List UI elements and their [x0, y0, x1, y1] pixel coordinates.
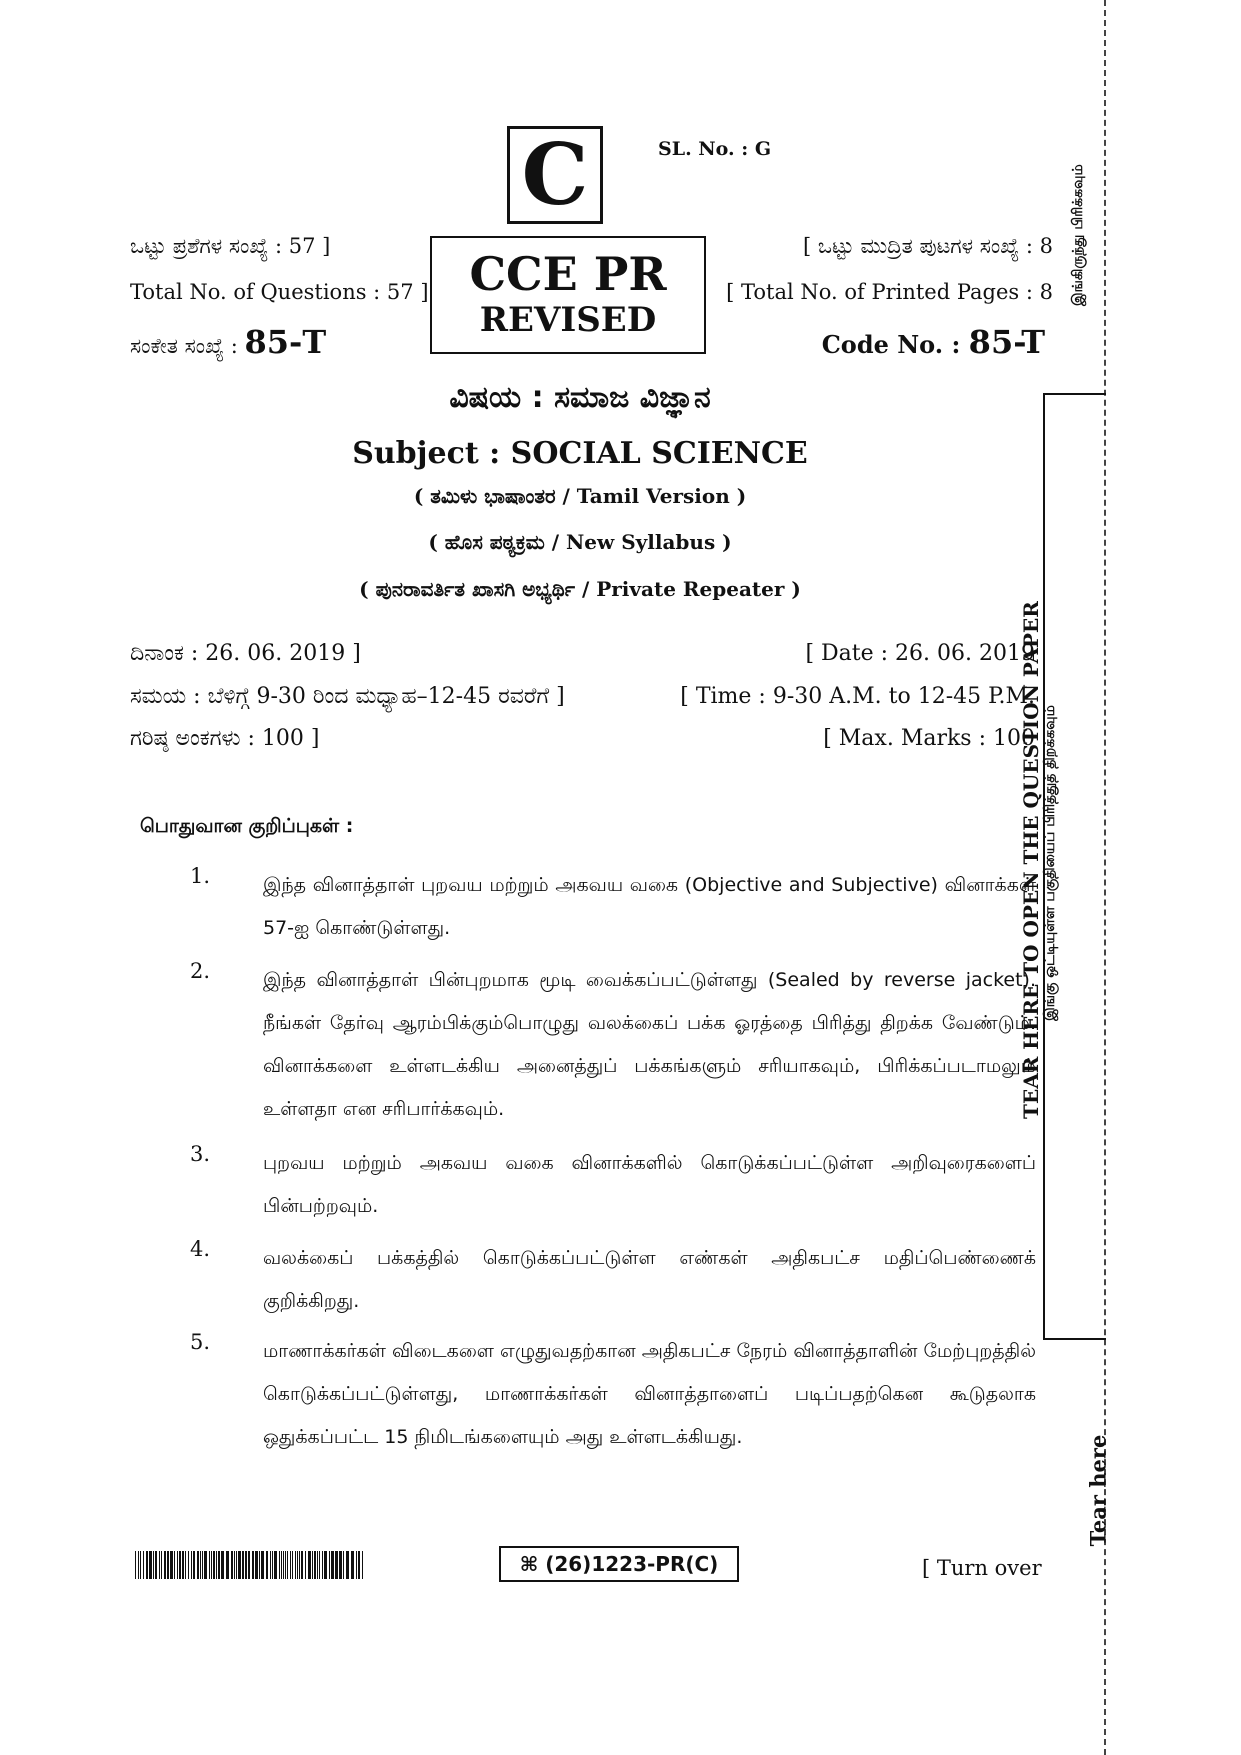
kannada-code-value: 85-T — [244, 323, 327, 361]
barcode-bar — [143, 1551, 144, 1579]
barcode-bar — [193, 1551, 195, 1579]
barcode-bar — [140, 1551, 141, 1579]
barcode-bar — [252, 1551, 254, 1579]
kannada-code-label: ಸಂಕೇತ ಸಂಖ್ಯೆ : — [130, 334, 245, 358]
version-line: ( ತಮಿಳು ಭಾಷಾಂತರ / Tamil Version ) — [413, 484, 747, 508]
barcode-bar — [204, 1551, 207, 1579]
barcode-bar — [155, 1551, 157, 1579]
barcode-bar — [259, 1551, 260, 1579]
barcode-bar — [213, 1551, 215, 1579]
barcode-bar — [209, 1551, 210, 1579]
barcode-bar — [197, 1551, 199, 1579]
barcode-bar — [290, 1551, 291, 1579]
barcode-bar — [226, 1551, 229, 1579]
instruction-number: 1. — [190, 864, 211, 888]
instruction-number: 3. — [190, 1142, 211, 1166]
exam-title-box — [430, 236, 706, 354]
instruction-text: புறவய மற்றும் அகவய வகை வினாக்களில் கொடுக்கப்பட்டுள்ள அறிவுரைகளைப் பின்பற்றவும். — [263, 1152, 1036, 1217]
barcode-bar — [238, 1551, 241, 1579]
barcode-bar — [236, 1551, 237, 1579]
serial-number: SL. No. : G — [658, 138, 772, 160]
barcode-bar — [177, 1551, 178, 1579]
barcode-bar — [211, 1551, 212, 1579]
barcode-bar — [153, 1551, 154, 1579]
barcode-bar — [248, 1551, 250, 1579]
barcode-bar — [218, 1551, 220, 1579]
english-code-label: Code No. : — [821, 330, 969, 359]
barcode-bar — [261, 1551, 264, 1579]
kannada-total-questions: ಒಟ್ಟು ಪ್ರಶೆಗಳ ಸಂಖ್ಯೆ : 57 ] — [130, 234, 331, 258]
barcode-bar — [216, 1551, 217, 1579]
kannada-date: ದಿನಾಂಕ : 26. 06. 2019 ] — [130, 641, 361, 666]
barcode-bar — [301, 1551, 303, 1579]
barcode — [135, 1551, 365, 1579]
turn-over-note: [ Turn over — [922, 1556, 1042, 1580]
barcode-bar — [279, 1551, 280, 1579]
barcode-bar — [295, 1551, 296, 1579]
barcode-bar — [149, 1551, 152, 1579]
barcode-bar — [274, 1551, 277, 1579]
subject-kannada: ವಿಷಯ : ಸಮಾಜ ವಿಜ್ಞಾನ — [449, 380, 711, 415]
subject-english: Subject : SOCIAL SCIENCE — [352, 436, 808, 471]
instruction-text: இந்த வினாத்தாள் பின்புறமாக மூடி வைக்கப்பட்டுள்ளது (Sealed by reverse jacket). நீங்கள் தேர்வு ஆரம்பிக்கும்பொழுது வலக்கைப் பக்க ஓரத்தை பிரித்து திறக்க வேண்டும். வினாக்களை உள்ளடக்கிய அனைத்துப் பக்கங்களும் சரியாகவும், பிரிக்கப்படாமலும் உள்ளதா என சரிபார்க்கவும். — [263, 969, 1036, 1120]
barcode-bar — [283, 1551, 284, 1579]
instruction-text: வலக்கைப் பக்கத்தில் கொடுக்கப்பட்டுள்ள எண்கள் அதிகபட்ச மதிப்பெண்ணைக் குறிக்கிறது. — [263, 1247, 1036, 1312]
barcode-bar — [138, 1551, 139, 1579]
barcode-bar — [179, 1551, 181, 1579]
tear-here-label: Tear here — [1085, 1434, 1111, 1547]
barcode-bar — [343, 1551, 344, 1579]
barcode-bar — [331, 1551, 334, 1579]
candidate-type-line: ( ಪುನರಾವರ್ತಿತ ಖಾಸಗಿ ಅಭ್ಯರ್ಥಿ / Private Repeater ) — [359, 577, 801, 601]
barcode-bar — [255, 1551, 258, 1579]
barcode-bar — [287, 1551, 288, 1579]
barcode-bar — [272, 1551, 273, 1579]
barcode-bar — [358, 1551, 360, 1579]
barcode-bar — [159, 1551, 160, 1579]
barcode-bar — [351, 1551, 354, 1579]
english-max-marks: [ Max. Marks : 100 — [823, 726, 1035, 751]
barcode-bar — [292, 1551, 293, 1579]
kannada-code-number — [130, 323, 326, 361]
tear-here-instruction-english: TEAR HERE TO OPEN THE QUESTION PAPER — [1019, 601, 1043, 1119]
barcode-bar — [299, 1551, 300, 1579]
barcode-bar — [329, 1551, 330, 1579]
instruction-number: 4. — [190, 1237, 211, 1261]
exam-subtitle: REVISED — [479, 300, 657, 341]
english-date: [ Date : 26. 06. 2019 — [805, 641, 1035, 666]
barcode-bar — [146, 1551, 148, 1579]
syllabus-line: ( ಹೊಸ ಪಠ್ಯಕ್ರಮ / New Syllabus ) — [428, 530, 732, 554]
tear-here-instruction-tamil: இங்கு ஒட்டியுள்ள பகுதியைப் பிரித்துத் திறக்கவும் — [1042, 705, 1058, 1021]
instructions-heading: பொதுவான குறிப்புகள் : — [140, 815, 354, 837]
barcode-bar — [188, 1551, 189, 1579]
barcode-bar — [164, 1551, 166, 1579]
paper-code-box: ⌘ (26)1223-PR(C) — [499, 1546, 739, 1582]
barcode-bar — [135, 1551, 136, 1579]
barcode-bar — [202, 1551, 203, 1579]
barcode-bar — [221, 1551, 224, 1579]
barcode-bar — [285, 1551, 286, 1579]
barcode-bar — [245, 1551, 247, 1579]
english-time: [ Time : 9-30 A.M. to 12-45 P.M. — [680, 684, 1035, 709]
barcode-bar — [317, 1551, 318, 1579]
barcode-bar — [346, 1551, 349, 1579]
barcode-bar — [322, 1551, 323, 1579]
kannada-total-pages: [ ಒಟ್ಟು ಮುದ್ರಿತ ಪುಟಗಳ ಸಂಖ್ಯೆ : 8 — [802, 234, 1053, 258]
barcode-bar — [200, 1551, 201, 1579]
english-code-number — [822, 323, 1045, 361]
english-total-pages: [ Total No. of Printed Pages : 8 — [726, 280, 1053, 304]
english-total-questions: Total No. of Questions : 57 ] — [130, 280, 429, 304]
barcode-bar — [161, 1551, 162, 1579]
exam-title: CCE PR — [469, 247, 667, 302]
barcode-bar — [356, 1551, 357, 1579]
barcode-bar — [270, 1551, 271, 1579]
barcode-bar — [191, 1551, 192, 1579]
barcode-bar — [174, 1551, 175, 1579]
instruction-text: இந்த வினாத்தாள் புறவய மற்றும் அகவய வகை (Objective and Subjective) வினாக்கள் 57-ஐ கொண்டுள்ளது. — [263, 874, 1036, 939]
barcode-bar — [167, 1551, 169, 1579]
barcode-bar — [266, 1551, 268, 1579]
barcode-bar — [234, 1551, 235, 1579]
barcode-bar — [312, 1551, 313, 1579]
barcode-bar — [185, 1551, 186, 1579]
barcode-bar — [305, 1551, 306, 1579]
barcode-bar — [314, 1551, 316, 1579]
english-code-value: 85-T — [968, 323, 1045, 361]
instruction-number: 5. — [190, 1330, 211, 1354]
paper-set-letter: C — [507, 126, 603, 224]
barcode-bar — [170, 1551, 173, 1579]
tear-strip-top-tamil: இங்கிருந்து பிரிக்கவும் — [1070, 164, 1086, 306]
barcode-bar — [324, 1551, 327, 1579]
instruction-number: 2. — [190, 959, 211, 983]
barcode-bar — [362, 1551, 363, 1579]
barcode-bar — [319, 1551, 320, 1579]
barcode-bar — [182, 1551, 184, 1579]
kannada-time: ಸಮಯ : ಬೆಳಿಗ್ಗೆ 9-30 ರಿಂದ ಮಧ್ಯಾಹ–12-45 ರವರೆಗೆ ] — [130, 684, 565, 709]
barcode-bar — [335, 1551, 338, 1579]
barcode-bar — [339, 1551, 342, 1579]
barcode-bar — [231, 1551, 233, 1579]
instruction-text: மாணாக்கர்கள் விடைகளை எழுதுவதற்கான அதிகபட்ச நேரம் வினாத்தாளின் மேற்புறத்தில் கொடுக்கப்பட்டுள்ளது, மாணாக்கர்கள் வினாத்தாளைப் படிப்பதற்கென கூடுதலாக ஒதுக்கப்பட்ட 15 நிமிடங்களையும் அது உள்ளடக்கியது. — [263, 1340, 1036, 1448]
barcode-bar — [242, 1551, 244, 1579]
barcode-bar — [297, 1551, 298, 1579]
barcode-bar — [308, 1551, 311, 1579]
barcode-bar — [281, 1551, 282, 1579]
kannada-max-marks: ಗರಿಷ್ಠ ಅಂಕಗಳು : 100 ] — [130, 726, 320, 751]
